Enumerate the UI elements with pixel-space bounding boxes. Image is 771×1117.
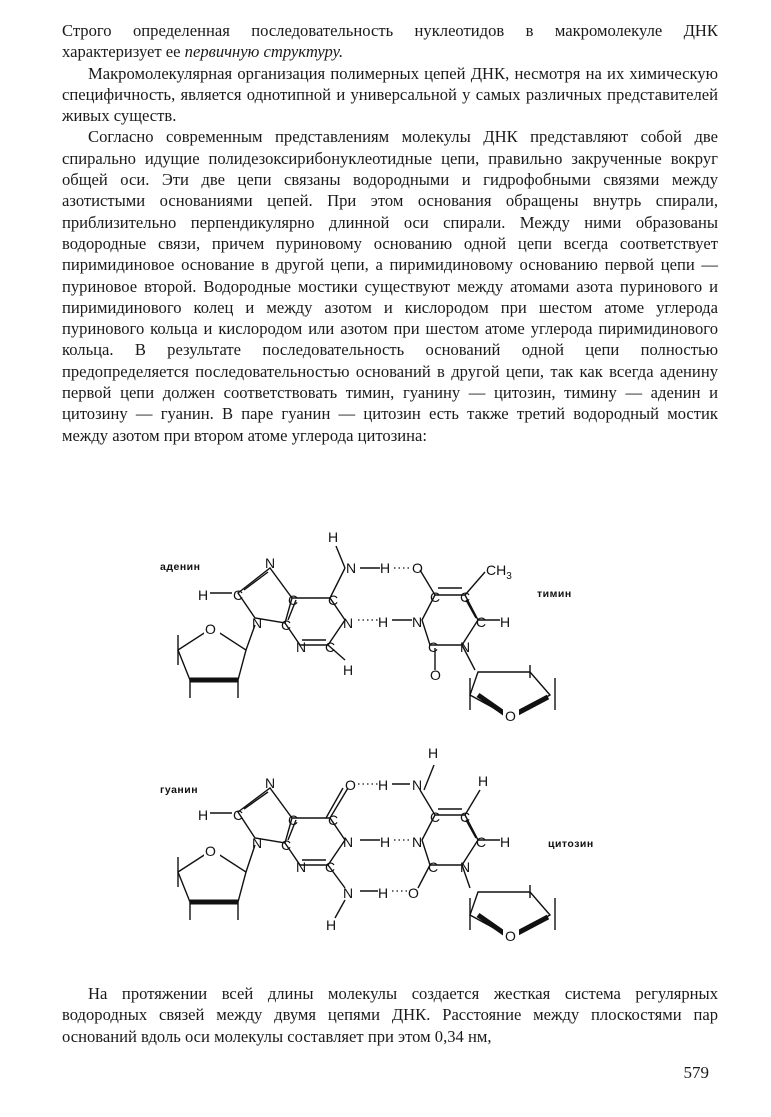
emphasis-primary-structure: первичную структуру. (184, 42, 344, 62)
atom: O (430, 667, 441, 683)
atom: C (288, 812, 299, 828)
atom: C (281, 837, 292, 853)
methyl-group: $CH_3$ (486, 562, 512, 582)
atom: N (343, 885, 354, 901)
atom: C (460, 589, 471, 605)
atom: C (476, 614, 487, 630)
label-guanine: гуанин (160, 784, 199, 796)
atom: O (505, 708, 516, 724)
atom: N (460, 639, 471, 655)
atom: H (428, 745, 439, 761)
atom: C (328, 592, 339, 608)
atom: N (412, 614, 423, 630)
atom: C (328, 812, 339, 828)
atom: H (380, 834, 391, 850)
atom: C (288, 592, 299, 608)
atom: N (412, 777, 423, 793)
atom: N (252, 615, 263, 631)
page-number: 579 (683, 1063, 709, 1082)
main-text (62, 20, 718, 446)
atom: C (233, 807, 244, 823)
atom: N (296, 859, 307, 875)
atom: H (378, 777, 389, 793)
paragraph-3: Согласно современным представлениям молекулы ДНК представляют собой две спирально идущие полидезоксирибонуклеотидные цепи, правильно закрученные вокруг общей оси. Эти две цепи связаны водородными и гидрофобными связями между азотистыми основаниями цепей. При этом основания обращены внутрь спирали, приблизительно перпендикулярно длинной оси спирали. Между ними образованы водородные связи, причем пуриновому основанию одной цепи всегда соответствует пиримидиновое основание в другой цепи, а пиримидиновому основанию первой цепи — пуриновое второй. Водородные мостики существуют между атомами азота пуринового и пиримидинового колец и между азотом и кислородом при шестом атоме углерода пуринового кольца и кислородом или азотом при шестом атоме углерода пиримидинового кольца. В результате последовательность оснований одной цепи полностью предопределяется последовательностью оснований в другой цепи, так как всегда аденину первой цепи должен соответствовать тимин, гуанину — цитозин, тимину — аденин и цитозину — гуанин. В паре гуанин — цитозин есть также третий водородный мостик между азотом при втором атоме углерода цитозина: (62, 127, 718, 445)
atom: O (412, 560, 423, 576)
atom: N (346, 560, 357, 576)
atom: C (428, 859, 439, 875)
atom: H (198, 807, 209, 823)
atom: O (408, 885, 419, 901)
atom: H (380, 560, 391, 576)
atom: H (328, 529, 339, 545)
paragraph-1-text: Строго определенная последовательность нуклеотидов в макромолекуле ДНК характеризует ее (62, 21, 718, 62)
guanine-cytosine-pair (160, 745, 594, 944)
paragraph-2: Макромолекулярная организация полимерных цепей ДНК, несмотря на их химическую специфичность, является однотипной и универсальной у самых различных представителей живых существ. (62, 63, 718, 126)
atom: O (505, 928, 516, 944)
atom: C (430, 589, 441, 605)
atom: C (233, 587, 244, 603)
atom: N (252, 835, 263, 851)
atom: C (325, 639, 336, 655)
atom: N (343, 615, 354, 631)
deoxyribose-icon (470, 885, 555, 944)
atom: H (500, 614, 511, 630)
atom: N (265, 555, 276, 571)
atom: C (325, 859, 336, 875)
atom: C (476, 834, 487, 850)
atom: C (460, 809, 471, 825)
atom: H (326, 917, 337, 933)
label-cytosine: цитозин (548, 838, 594, 850)
deoxyribose-icon (470, 665, 555, 724)
atom: H (478, 773, 489, 789)
atom: H (378, 885, 389, 901)
atom: O (345, 777, 356, 793)
deoxyribose-icon (178, 842, 255, 920)
atom: N (296, 639, 307, 655)
atom: C (428, 639, 439, 655)
label-adenine: аденин (160, 561, 201, 573)
atom: H (378, 614, 389, 630)
atom: N (343, 834, 354, 850)
atom: H (198, 587, 209, 603)
atom: O (205, 843, 216, 859)
atom: N (412, 834, 423, 850)
paragraph-4: На протяжении всей длины молекулы создается жесткая система регулярных водородных связей между двумя цепями ДНК. Расстояние между плоскостями пар оснований вдоль оси молекулы составляет при этом 0,34 нм, (62, 984, 718, 1046)
adenine-thymine-pair (160, 529, 572, 724)
label-thymine: тимин (537, 588, 572, 600)
atom: N (460, 859, 471, 875)
base-pairs-figure (0, 520, 771, 960)
deoxyribose-icon (178, 620, 255, 698)
atom: C (430, 809, 441, 825)
atom: N (265, 775, 276, 791)
atom: H (500, 834, 511, 850)
paragraph-1 (62, 20, 718, 63)
atom: H (343, 662, 354, 678)
continuation-text (62, 983, 718, 1047)
atom: C (281, 617, 292, 633)
atom: O (205, 621, 216, 637)
